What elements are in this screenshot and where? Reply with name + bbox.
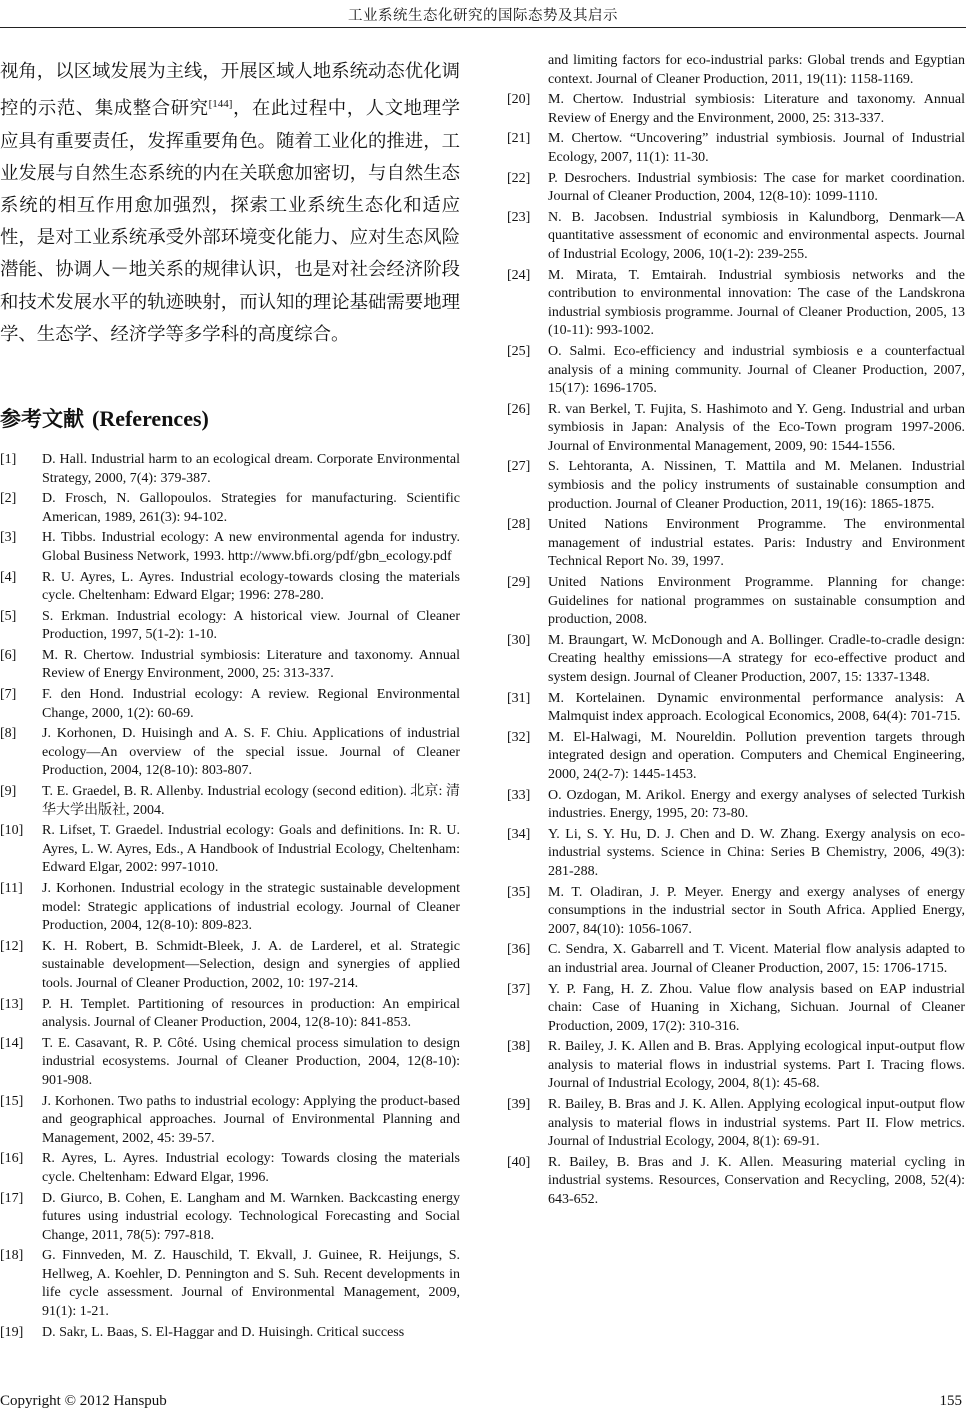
reference-item bbox=[507, 690, 965, 727]
reference-number: [10] bbox=[0, 823, 24, 839]
reference-text: M. El-Halwagi, M. Noureldin. Pollution prevention targets through integrated design and operation. Computers and Chemical Engineering, 2000, 24(2-7): 1445-1453. bbox=[548, 729, 965, 782]
reference-item bbox=[507, 516, 965, 572]
reference-text: J. Korhonen. Two paths to industrial ecology: Applying the product-based and geographical approaches. Journal of Environmental Planning and Management, 2002, 45: 39-57. bbox=[42, 1093, 460, 1146]
reference-item bbox=[507, 401, 965, 457]
reference-text: R. Ayres, L. Ayres. Industrial ecology: Towards closing the materials cycle. Cheltenham: Edward Elgar, 1996. bbox=[42, 1151, 460, 1185]
reference-item bbox=[0, 490, 460, 527]
references-heading-zh: 参考文献 bbox=[0, 405, 84, 431]
references-heading-en: (References) bbox=[92, 405, 209, 431]
reference-text: J. Korhonen, D. Huisingh and A. S. F. Chiu. Applications of industrial ecology—An overview of the special issue. Journal of Cleaner Production, 2004, 12(8-10): 803-807. bbox=[42, 726, 460, 779]
reference-text: P. H. Templet. Partitioning of resources in production: An empirical analysis. Journal of Cleaner Production, 2004, 12(8-10): 841-853. bbox=[42, 996, 460, 1031]
reference-item bbox=[0, 686, 460, 723]
reference-text: S. Lehtoranta, A. Nissinen, T. Mattila and M. Melanen. Industrial symbiosis and the policy instruments of sustainable consumption and production. Journal of Cleaner Production, 2011, 19(16): 1865-1875. bbox=[548, 459, 965, 512]
reference-text: M. Mirata, T. Emtairah. Industrial symbiosis networks and the contribution to environmental innovation: The case of the Landskrona industrial symbiosis programme. Journal of Cleaner Production, 2005, 13 (10-11): 993-1002. bbox=[548, 267, 965, 339]
reference-number: [8] bbox=[0, 726, 17, 742]
reference-text: R. Bailey, B. Bras and J. K. Allen. Measuring material cycling in industrial systems. Resources, Conservation and Recycling, 2008, 52(4): 643-652. bbox=[548, 1154, 965, 1208]
reference-number: [6] bbox=[0, 647, 17, 663]
reference-text: S. Erkman. Industrial ecology: A historical view. Journal of Cleaner Production, 1997, 5(1-2): 1-10. bbox=[42, 608, 460, 643]
reference-item bbox=[0, 938, 460, 994]
reference-text: M. Chertow. Industrial symbiosis: Literature and taxonomy. Annual Review of Energy and the Environment, 2000, 25: 313-337. bbox=[548, 92, 965, 126]
reference-text: D. Frosch, N. Gallopoulos. Strategies for manufacturing. Scientific American, 1989, 261(3): 94-102. bbox=[42, 491, 460, 525]
reference-number: [39] bbox=[507, 1097, 531, 1113]
reference-text: M. Braungart, W. McDonough and A. Bollinger. Cradle-to-cradle design: Creating healthy emissions—A strategy for eco-effective product and system design. Journal of Cleaner Production, 2007, 15: 1337-1348. bbox=[548, 632, 965, 685]
reference-number: [7] bbox=[0, 687, 17, 703]
reference-number: [20] bbox=[507, 92, 531, 108]
copyright-footer: Copyright © 2012 Hanspub bbox=[0, 1393, 167, 1409]
reference-item bbox=[507, 574, 965, 630]
reference-number: [4] bbox=[0, 569, 17, 585]
references-heading bbox=[0, 403, 460, 433]
reference-number: [11] bbox=[0, 881, 23, 897]
reference-item bbox=[0, 822, 460, 878]
reference-item bbox=[507, 787, 965, 824]
reference-number: [17] bbox=[0, 1190, 24, 1206]
reference-number: [9] bbox=[0, 784, 17, 800]
reference-item bbox=[507, 826, 965, 882]
reference-number: [15] bbox=[0, 1093, 24, 1109]
reference-number: [23] bbox=[507, 209, 531, 225]
reference-number: [1] bbox=[0, 451, 17, 467]
reference-item bbox=[0, 647, 460, 684]
reference-text: C. Sendra, X. Gabarrell and T. Vicent. Material flow analysis adapted to an industrial area. Journal of Cleaner Production, 2007, 15: 1706-1715. bbox=[548, 942, 965, 976]
reference-item bbox=[0, 608, 460, 645]
reference-item bbox=[0, 1324, 460, 1343]
reference-item bbox=[507, 1154, 965, 1210]
intro-paragraph bbox=[0, 56, 460, 351]
reference-text: D. Giurco, B. Cohen, E. Langham and M. Warnken. Backcasting energy futures using industrial ecology. Technological Forecasting and Social Change, 2011, 78(5): 797-818. bbox=[42, 1190, 460, 1243]
reference-text: T. E. Casavant, R. P. Côté. Using chemical process simulation to design industrial ecosystems. Journal of Cleaner Production, 2004, 12(8-10): 901-908. bbox=[42, 1035, 460, 1088]
reference-item bbox=[0, 1190, 460, 1246]
intro-citation[interactable]: [144] bbox=[208, 98, 233, 111]
reference-list-left bbox=[0, 451, 460, 1342]
reference-item bbox=[507, 130, 965, 167]
reference-text: F. den Hond. Industrial ecology: A review. Regional Environmental Change, 2000, 1(2): 60-69. bbox=[42, 687, 460, 721]
reference-text: R. van Berkel, T. Fujita, S. Hashimoto and Y. Geng. Industrial and urban symbiosis in Japan: Analysis of the Eco-Town program 1997-2006. Journal of Environmental Management, 2009, 90: 1544-1556. bbox=[548, 401, 965, 454]
reference-item bbox=[507, 1038, 965, 1094]
reference-number: [25] bbox=[507, 343, 531, 359]
reference-item bbox=[0, 996, 460, 1033]
reference-item bbox=[507, 632, 965, 688]
reference-text: United Nations Environment Programme. Planning for change: Guidelines for national programmes on sustainable consumption and production, 2008. bbox=[548, 575, 965, 628]
reference-item bbox=[507, 267, 965, 341]
running-header: 工业系统生态化研究的国际态势及其启示 bbox=[348, 8, 618, 24]
reference-number: [34] bbox=[507, 826, 531, 842]
reference-number: [32] bbox=[507, 729, 531, 745]
intro-text-part1: 视角，以区域发展为主线，开展区域人地系统动态优化调控的示范、集成整合研究 bbox=[0, 61, 460, 120]
reference-text: R. Bailey, J. K. Allen and B. Bras. Applying ecological input-output flow analysis to material flows in industrial systems. Part I. Tracing flows. Journal of Industrial Ecology, 2004, 8(1): 45-68. bbox=[548, 1039, 965, 1092]
reference-text: P. Desrochers. Industrial symbiosis: The case for market coordination. Journal of Cleaner Production, 2004, 12(8-10): 1099-1110. bbox=[548, 170, 965, 205]
reference-item bbox=[0, 1035, 460, 1091]
reference-item bbox=[0, 569, 460, 606]
reference-number: [40] bbox=[507, 1154, 531, 1170]
left-column bbox=[0, 56, 460, 1344]
page-number: 155 bbox=[939, 1393, 962, 1409]
reference-item bbox=[507, 209, 965, 265]
reference-text: Y. P. Fang, H. Z. Zhou. Value flow analysis based on EAP industrial chain: Case of Huaning in Xichang, Sichuan. Journal of Cleaner Production, 2009, 17(2): 310-316. bbox=[548, 981, 965, 1034]
right-column bbox=[507, 52, 965, 1212]
reference-number: [16] bbox=[0, 1151, 24, 1167]
reference-number: [22] bbox=[507, 170, 531, 186]
reference-text: D. Sakr, L. Baas, S. El-Haggar and D. Huisingh. Critical success bbox=[42, 1324, 405, 1340]
reference-number: [5] bbox=[0, 608, 17, 624]
reference-text: Y. Li, S. Y. Hu, D. J. Chen and D. W. Zhang. Exergy analysis on eco-industrial systems. Science in China: Series B Chemistry, 2006, 49(3): 281-288. bbox=[548, 826, 965, 879]
reference-number: [29] bbox=[507, 575, 531, 591]
reference-item bbox=[0, 529, 460, 566]
reference-item bbox=[507, 729, 965, 785]
reference-number: [26] bbox=[507, 401, 531, 417]
reference-item bbox=[0, 880, 460, 936]
reference-item bbox=[507, 981, 965, 1037]
reference-text: N. B. Jacobsen. Industrial symbiosis in Kalundborg, Denmark—A quantitative assessment of economic and environmental aspects. Journal of Industrial Ecology, 2006, 10(1-2): 239-255. bbox=[548, 209, 965, 262]
reference-text: T. E. Graedel, B. R. Allenby. Industrial ecology (second edition). 北京: 清华大学出版社, 2004. bbox=[42, 784, 460, 818]
reference-number: [2] bbox=[0, 491, 17, 507]
reference-text: M. Chertow. “Uncovering” industrial symbiosis. Journal of Industrial Ecology, 2007, 11(1): 11-30. bbox=[548, 131, 965, 165]
reference-number: [19] bbox=[0, 1324, 24, 1340]
intro-text-part2: ，在此过程中，人文地理学应具有重要责任，发挥重要角色。随着工业化的推进，工业发展与自然生态系统的内在关联愈加密切，与自然生态系统的相互作用愈加强烈，探索工业系统生态化和适应性，是对工业系统承受外部环境变化能力、应对生态风险潜能、协调人－地关系的规律认识，也是对社会经济阶段和技术发展水平的轨迹映射，而认知的理论基础需要地理学、生态学、经济学等多学科的高度综合。 bbox=[0, 98, 460, 345]
reference-item bbox=[507, 458, 965, 514]
reference-text: R. Lifset, T. Graedel. Industrial ecology: Goals and definitions. In: R. U. Ayres, L. W. Ayres, Eds., A Handbook of Industrial Ecology, Cheltenham: Edward Elgar, 2002: 997-1010. bbox=[42, 823, 460, 876]
reference-number: [21] bbox=[507, 131, 531, 147]
reference-list-right bbox=[507, 91, 965, 1209]
reference-item bbox=[507, 941, 965, 978]
reference-text: D. Hall. Industrial harm to an ecological dream. Corporate Environmental Strategy, 2000, 7(4): 379-387. bbox=[42, 451, 460, 486]
reference-text: G. Finnveden, M. Z. Hauschild, T. Ekvall, J. Guinee, R. Heijungs, S. Hellweg, A. Koehler, D. Pennington and S. Suh. Recent developments in life cycle assessment. Journal of Environmental Management, 2009, 91(1): 1-21. bbox=[42, 1248, 460, 1320]
reference-text: R. Bailey, B. Bras and J. K. Allen. Applying ecological input-output flow analysis to material flows in industrial systems. Part II. Flow metrics. Journal of Industrial Ecology, 2004, 8(1): 69-91. bbox=[548, 1097, 965, 1150]
reference-item bbox=[0, 1150, 460, 1187]
reference-number: [14] bbox=[0, 1035, 24, 1051]
reference-number: [18] bbox=[0, 1248, 24, 1264]
header-rule bbox=[0, 27, 966, 28]
reference-text: M. R. Chertow. Industrial symbiosis: Literature and taxonomy. Annual Review of Energy Environment, 2000, 25: 313-337. bbox=[42, 647, 460, 682]
reference-item bbox=[507, 170, 965, 207]
reference-text: H. Tibbs. Industrial ecology: A new environmental agenda for industry. Global Business Network, 1993. http://www.bfi.org/pdf/gbn_ecology.pdf bbox=[42, 530, 460, 564]
reference-text: K. H. Robert, B. Schmidt-Bleek, J. A. de Larderel, et al. Strategic sustainable development—Selection, design and synergies of applied tools. Journal of Cleaner Production, 2002, 10: 197-214. bbox=[42, 938, 460, 991]
reference-item bbox=[0, 451, 460, 488]
reference-item bbox=[507, 91, 965, 128]
reference-item bbox=[0, 1247, 460, 1321]
reference-item bbox=[0, 1093, 460, 1149]
reference-text: United Nations Environment Programme. The environmental management of industrial estates. Paris: Industry and Environment Technical Report No. 39, 1997. bbox=[548, 517, 965, 570]
reference-number: [13] bbox=[0, 996, 24, 1012]
reference-item bbox=[507, 1096, 965, 1152]
reference-number: [3] bbox=[0, 530, 17, 546]
reference-item bbox=[507, 343, 965, 399]
reference-text: O. Salmi. Eco-efficiency and industrial symbiosis e a counterfactual analysis of a mining community. Journal of Cleaner Production, 2007, 15(17): 1696-1705. bbox=[548, 343, 965, 397]
reference-number: [33] bbox=[507, 787, 531, 803]
reference-item bbox=[507, 884, 965, 940]
reference-number: [27] bbox=[507, 459, 531, 475]
reference-number: [37] bbox=[507, 981, 531, 997]
reference-number: [38] bbox=[507, 1039, 531, 1055]
reference-number: [30] bbox=[507, 632, 531, 648]
reference-number: [36] bbox=[507, 942, 531, 958]
reference-item bbox=[0, 783, 460, 820]
reference-text: J. Korhonen. Industrial ecology in the strategic sustainable development model: Strategic applications of industrial ecology. Journal of Cleaner Production, 2004, 12(8-10): 809-823. bbox=[42, 881, 460, 934]
reference-number: [35] bbox=[507, 884, 531, 900]
reference-text: R. U. Ayres, L. Ayres. Industrial ecology-towards closing the materials cycle. Cheltenham: Edward Elgar; 1996: 278-280. bbox=[42, 569, 460, 604]
reference-text: O. Ozdogan, M. Arikol. Energy and exergy analyses of selected Turkish industries. Energy, 1995, 20: 73-80. bbox=[548, 787, 965, 822]
reference-number: [24] bbox=[507, 267, 531, 283]
reference-text: M. T. Oladiran, J. P. Meyer. Energy and exergy analyses of energy consumptions in the industrial sector in South Africa. Applied Energy, 2007, 84(10): 1056-1067. bbox=[548, 884, 965, 937]
reference-number: [28] bbox=[507, 517, 531, 533]
reference-continuation: and limiting factors for eco-industrial parks: Global trends and Egyptian context. Journal of Cleaner Production, 2011, 19(11): 1158-1169. bbox=[548, 53, 965, 87]
reference-number: [31] bbox=[507, 690, 531, 706]
reference-number: [12] bbox=[0, 938, 24, 954]
reference-text: M. Kortelainen. Dynamic environmental performance analysis: A Malmquist index approach. Ecological Economics, 2008, 64(4): 701-715. bbox=[548, 690, 965, 725]
reference-item bbox=[0, 725, 460, 781]
